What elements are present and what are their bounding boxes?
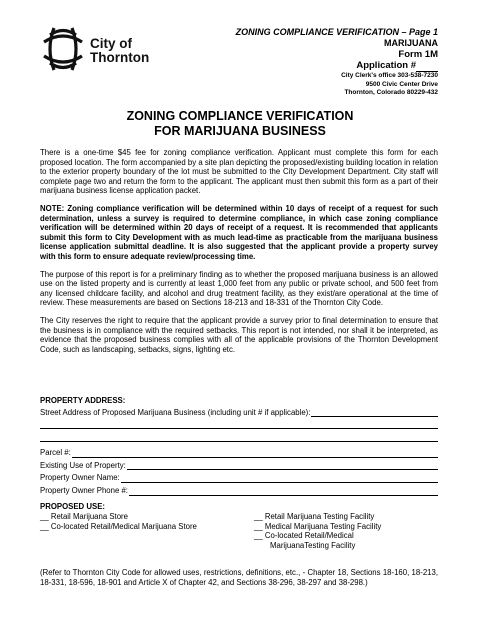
- street-address-field[interactable]: [311, 408, 438, 417]
- street-address-row: [40, 408, 438, 418]
- owner-phone-field[interactable]: [129, 487, 438, 496]
- title-line-2: FOR MARIJUANA BUSINESS: [154, 123, 326, 138]
- existing-use-row: [40, 461, 438, 471]
- owner-name-label: Property Owner Name:: [40, 473, 120, 483]
- owner-phone-row: [40, 486, 438, 496]
- clerk-phone: City Clerk's office 303-538-7230: [341, 72, 438, 79]
- logo-line-1: City of: [90, 36, 132, 51]
- document-title: [0, 109, 480, 138]
- form-title: ZONING COMPLIANCE VERIFICATION – Page 1: [235, 27, 438, 37]
- property-address-heading: PROPERTY ADDRESS:: [40, 396, 126, 405]
- title-line-1: ZONING COMPLIANCE VERIFICATION: [126, 109, 354, 123]
- proposed-use-section: [40, 502, 440, 550]
- logo-line-2: Thornton: [90, 50, 150, 65]
- use-option-colocated-testing[interactable]: __ Co-located Retail/Medical: [254, 531, 354, 541]
- use-option-retail-testing[interactable]: __ Retail Marijuana Testing Facility: [254, 512, 375, 521]
- use-option-colocated-testing-cont: MarijuanaTesting Facility: [270, 540, 356, 550]
- form-category: MARIJUANA: [384, 38, 438, 48]
- application-number: [236, 60, 438, 72]
- proposed-use-right-column: [254, 512, 454, 550]
- parcel-row: [40, 448, 438, 458]
- property-address-section: [40, 396, 438, 496]
- proposed-use-heading: PROPOSED USE:: [40, 502, 105, 511]
- form-number: Form 1M: [398, 49, 438, 60]
- use-option-retail-store[interactable]: __ Retail Marijuana Store: [40, 512, 128, 521]
- instructions: [40, 148, 438, 354]
- address-line-2: Thornton, Colorado 80229-432: [344, 89, 438, 96]
- parcel-field[interactable]: [72, 449, 438, 458]
- parcel-label: Parcel #:: [40, 448, 71, 458]
- form-header: [236, 27, 438, 98]
- street-address-line-3[interactable]: [40, 432, 438, 442]
- thornton-emblem-icon: [40, 24, 86, 74]
- reserves-paragraph: The City reserves the right to require that the applicant provide a survey prior to final determination to ensure that the business is in compliance with the required setbacks. This report is not intended, nor shall it be interpreted, as evidence that the proposed business complies with all of the applicable provisions of the Thornton Development Code, such as landscaping, setbacks, signs, lighting etc.: [40, 315, 438, 354]
- owner-name-row: [40, 473, 438, 483]
- application-number-field[interactable]: [416, 62, 438, 72]
- owner-phone-label: Property Owner Phone #:: [40, 485, 128, 495]
- street-address-line-2[interactable]: [40, 419, 438, 429]
- owner-name-field[interactable]: [121, 474, 438, 483]
- city-logo: [40, 24, 170, 74]
- proposed-use-left-column: [40, 512, 250, 531]
- fee-paragraph: There is a one-time $45 fee for zoning compliance verification. Applicant must complete this form for each proposed location. The form accompanied by a site plan depicting the proposed/existing building location in relation to the exterior property boundary of the lot must be submitted to the City Development Department. City staff will complete page two and return the form to the applicant. The applicant must then submit this form as a part of their marijuana business license application packet.: [40, 148, 438, 196]
- use-option-medical-testing[interactable]: __ Medical Marijuana Testing Facility: [254, 521, 382, 531]
- purpose-paragraph: The purpose of this report is for a preliminary finding as to whether the proposed marijuana business is an allowed use on the listed property and is currently at least 1,000 feet from any public or private school, and 500 feet from any licensed childcare facility, and alcohol and drug treatment facility, as they exist/are operational at the time of review. These measurements are based on Sections 18-213 and 18-331 of the Thornton City Code.: [40, 269, 438, 308]
- address-line-1: 9500 Civic Center Drive: [365, 80, 438, 88]
- code-reference-note: (Refer to Thornton City Code for allowed uses, restrictions, definitions, etc., - Chapter 18, Sections 18-160, 18-213, 18-331, 18-596, 18-901 and Article X of Chapter 42, and Sections 38-296, 38-297 and 38-298.): [40, 568, 438, 587]
- street-address-label: Street Address of Proposed Marijuana Business (including unit # if applicable):: [40, 407, 311, 417]
- application-label: Application #: [356, 60, 416, 71]
- existing-use-field[interactable]: [127, 461, 438, 470]
- existing-use-label: Existing Use of Property:: [40, 460, 126, 470]
- note-paragraph: NOTE: Zoning compliance verification will be determined within 10 days of receipt of a request for such determination, unless a survey is required to determine compliance, in which case zoning compliance verification will be determined within 20 days of receipt of a request. It is recommended that applicants submit this form to City Development with as much lead-time as practicable from the marijuana business license application submittal deadline. It is also suggested that the applicant provide a property survey with this form to ensure adequate review/processing time.: [40, 203, 438, 261]
- use-option-colocated-store[interactable]: __ Co-located Retail/Medical Marijuana Store: [40, 521, 197, 531]
